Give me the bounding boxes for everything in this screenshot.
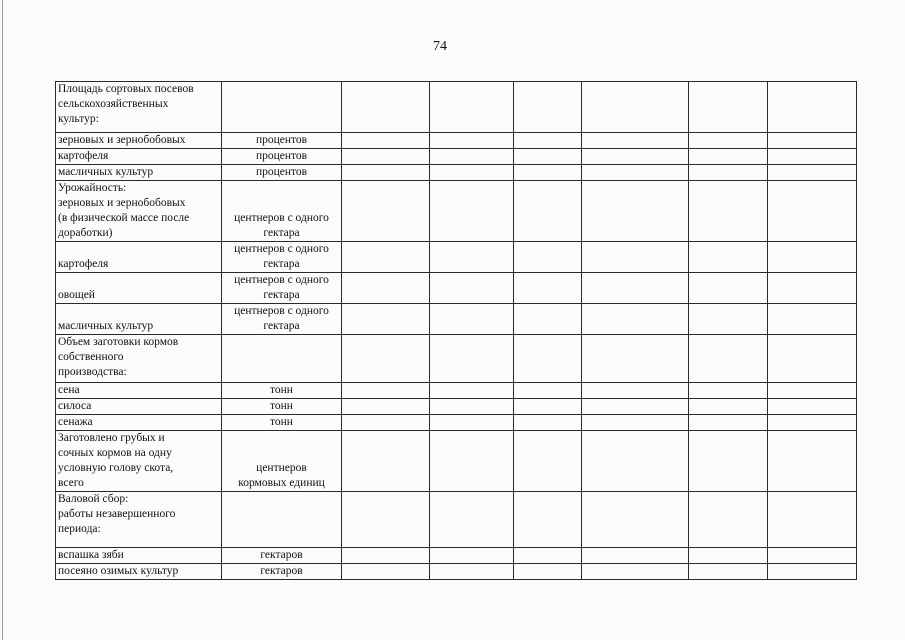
text-line: производства: — [58, 366, 127, 378]
value-cell — [689, 431, 768, 492]
value-cell — [342, 181, 430, 242]
text-line: тонн — [270, 400, 293, 412]
value-cell — [768, 304, 857, 335]
indicator-name-cell — [56, 273, 222, 304]
text-line: Площадь сортовых посевов — [58, 83, 194, 95]
value-cell — [342, 383, 430, 399]
text-line: центнеров с одного — [234, 212, 329, 224]
text-line: масличных культур — [58, 166, 154, 178]
text-line: сочных кормов на одну — [58, 447, 172, 459]
value-cell — [689, 82, 768, 133]
value-cell — [430, 548, 514, 564]
value-cell — [430, 149, 514, 165]
value-cell — [430, 383, 514, 399]
value-cell — [514, 149, 582, 165]
value-cell — [514, 82, 582, 133]
value-cell — [514, 335, 582, 383]
indicator-name-cell — [56, 564, 222, 580]
table-row — [56, 181, 857, 242]
text-line: условную голову скота, — [58, 462, 174, 474]
unit-cell — [222, 273, 342, 304]
value-cell — [689, 548, 768, 564]
value-cell — [689, 399, 768, 415]
value-cell — [582, 548, 689, 564]
unit-cell — [222, 415, 342, 431]
value-cell — [430, 399, 514, 415]
text-line: Урожайность: — [58, 182, 127, 194]
indicator-name-cell — [56, 304, 222, 335]
text-line: гектара — [263, 289, 300, 301]
value-cell — [582, 242, 689, 273]
text-line: процентов — [255, 150, 308, 162]
value-cell — [582, 431, 689, 492]
value-cell — [689, 335, 768, 383]
text-line: центнеров с одного — [234, 243, 329, 255]
table-row — [56, 304, 857, 335]
value-cell — [342, 431, 430, 492]
value-cell — [342, 242, 430, 273]
unit-cell — [222, 165, 342, 181]
value-cell — [342, 165, 430, 181]
page-number: 74 — [433, 39, 447, 54]
text-line: (в физической массе после — [58, 212, 190, 224]
page-left-edge — [2, 0, 3, 640]
value-cell — [689, 304, 768, 335]
value-cell — [689, 133, 768, 149]
value-cell — [768, 564, 857, 580]
text-line: Заготовлено грубых и — [58, 432, 165, 444]
unit-cell — [222, 149, 342, 165]
text-line: собственного — [58, 351, 124, 363]
text-line: центнеров — [256, 462, 307, 474]
text-line: гектара — [263, 320, 300, 332]
unit-cell — [222, 335, 342, 383]
value-cell — [430, 492, 514, 548]
table-row — [56, 149, 857, 165]
text-line: сена — [58, 384, 80, 396]
text-line: масличных культур — [58, 320, 154, 332]
text-line: вспашка зяби — [58, 549, 124, 561]
text-line: центнеров с одного — [234, 305, 329, 317]
value-cell — [582, 564, 689, 580]
value-cell — [430, 415, 514, 431]
text-line: сельскохозяйственных — [58, 98, 169, 110]
value-cell — [768, 181, 857, 242]
text-line: работы незавершенного — [58, 508, 176, 520]
value-cell — [430, 181, 514, 242]
value-cell — [582, 399, 689, 415]
value-cell — [582, 82, 689, 133]
unit-cell — [222, 242, 342, 273]
value-cell — [689, 181, 768, 242]
value-cell — [514, 242, 582, 273]
unit-cell — [222, 383, 342, 399]
value-cell — [430, 564, 514, 580]
text-line: всего — [58, 477, 84, 489]
value-cell — [768, 383, 857, 399]
value-cell — [514, 181, 582, 242]
value-cell — [768, 492, 857, 548]
table-row — [56, 399, 857, 415]
value-cell — [514, 415, 582, 431]
unit-cell — [222, 431, 342, 492]
indicator-name-cell — [56, 181, 222, 242]
text-line: кормовых единиц — [238, 477, 325, 489]
section-header-cell — [56, 82, 222, 133]
value-cell — [582, 304, 689, 335]
value-cell — [768, 273, 857, 304]
text-line: посеяно озимых культур — [58, 565, 179, 577]
unit-cell — [222, 82, 342, 133]
text-line: картофеля — [58, 150, 109, 162]
value-cell — [514, 548, 582, 564]
text-line: тонн — [270, 384, 293, 396]
value-cell — [768, 82, 857, 133]
unit-cell — [222, 492, 342, 548]
value-cell — [689, 383, 768, 399]
value-cell — [582, 383, 689, 399]
text-line: гектара — [263, 227, 300, 239]
value-cell — [342, 415, 430, 431]
text-line: овощей — [58, 289, 95, 301]
value-cell — [342, 335, 430, 383]
text-line: зерновых и зернобобовых — [58, 134, 186, 146]
unit-cell — [222, 564, 342, 580]
text-line: Валовой сбор: — [58, 493, 129, 505]
indicator-name-cell — [56, 415, 222, 431]
value-cell — [582, 492, 689, 548]
value-cell — [514, 273, 582, 304]
indicator-name-cell — [56, 242, 222, 273]
text-line: центнеров с одного — [234, 274, 329, 286]
value-cell — [582, 165, 689, 181]
table-row — [56, 431, 857, 492]
text-line: доработки) — [58, 227, 113, 239]
indicator-name-cell — [56, 133, 222, 149]
value-cell — [514, 133, 582, 149]
value-cell — [768, 415, 857, 431]
table-row — [56, 335, 857, 383]
table-row — [56, 415, 857, 431]
value-cell — [768, 242, 857, 273]
value-cell — [514, 492, 582, 548]
value-cell — [342, 273, 430, 304]
value-cell — [768, 399, 857, 415]
indicator-name-cell — [56, 431, 222, 492]
text-line: гектаров — [260, 565, 303, 577]
value-cell — [430, 242, 514, 273]
value-cell — [342, 548, 430, 564]
unit-cell — [222, 548, 342, 564]
value-cell — [582, 149, 689, 165]
value-cell — [342, 492, 430, 548]
text-line: зерновых и зернобобовых — [58, 197, 186, 209]
value-cell — [430, 273, 514, 304]
text-line: процентов — [255, 166, 308, 178]
table-row — [56, 242, 857, 273]
value-cell — [430, 304, 514, 335]
value-cell — [582, 335, 689, 383]
text-line: гектаров — [260, 549, 303, 561]
table-row — [56, 492, 857, 548]
value-cell — [768, 149, 857, 165]
text-line: картофеля — [58, 258, 109, 270]
value-cell — [582, 415, 689, 431]
value-cell — [342, 133, 430, 149]
value-cell — [514, 165, 582, 181]
value-cell — [768, 431, 857, 492]
table-row — [56, 383, 857, 399]
text-line: процентов — [255, 134, 308, 146]
table-row — [56, 273, 857, 304]
unit-cell — [222, 133, 342, 149]
value-cell — [689, 242, 768, 273]
value-cell — [768, 548, 857, 564]
section-header-cell — [56, 335, 222, 383]
indicator-name-cell — [56, 383, 222, 399]
table-row — [56, 82, 857, 133]
value-cell — [514, 399, 582, 415]
indicator-name-cell — [56, 165, 222, 181]
text-line: тонн — [270, 416, 293, 428]
text-line: культур: — [58, 113, 99, 125]
value-cell — [514, 383, 582, 399]
value-cell — [768, 165, 857, 181]
value-cell — [514, 564, 582, 580]
unit-cell — [222, 181, 342, 242]
value-cell — [689, 273, 768, 304]
value-cell — [689, 492, 768, 548]
value-cell — [582, 133, 689, 149]
value-cell — [768, 133, 857, 149]
value-cell — [582, 273, 689, 304]
value-cell — [514, 304, 582, 335]
value-cell — [430, 165, 514, 181]
value-cell — [582, 181, 689, 242]
table-row — [56, 564, 857, 580]
value-cell — [342, 82, 430, 133]
indicator-name-cell — [56, 399, 222, 415]
value-cell — [689, 564, 768, 580]
value-cell — [689, 149, 768, 165]
value-cell — [514, 431, 582, 492]
indicator-name-cell — [56, 548, 222, 564]
text-line: периода: — [58, 523, 101, 535]
value-cell — [342, 149, 430, 165]
unit-cell — [222, 399, 342, 415]
value-cell — [689, 415, 768, 431]
value-cell — [342, 564, 430, 580]
text-line: силоса — [58, 400, 92, 412]
value-cell — [430, 133, 514, 149]
value-cell — [430, 431, 514, 492]
table-row — [56, 548, 857, 564]
indicator-table — [55, 81, 857, 580]
section-header-cell — [56, 492, 222, 548]
value-cell — [342, 399, 430, 415]
value-cell — [689, 165, 768, 181]
value-cell — [430, 82, 514, 133]
value-cell — [342, 304, 430, 335]
unit-cell — [222, 304, 342, 335]
text-line: сенажа — [58, 416, 93, 428]
text-line: Объем заготовки кормов — [58, 336, 179, 348]
table-row — [56, 165, 857, 181]
value-cell — [430, 335, 514, 383]
text-line: гектара — [263, 258, 300, 270]
indicator-table-body — [56, 82, 857, 580]
table-row — [56, 133, 857, 149]
value-cell — [768, 335, 857, 383]
indicator-name-cell — [56, 149, 222, 165]
